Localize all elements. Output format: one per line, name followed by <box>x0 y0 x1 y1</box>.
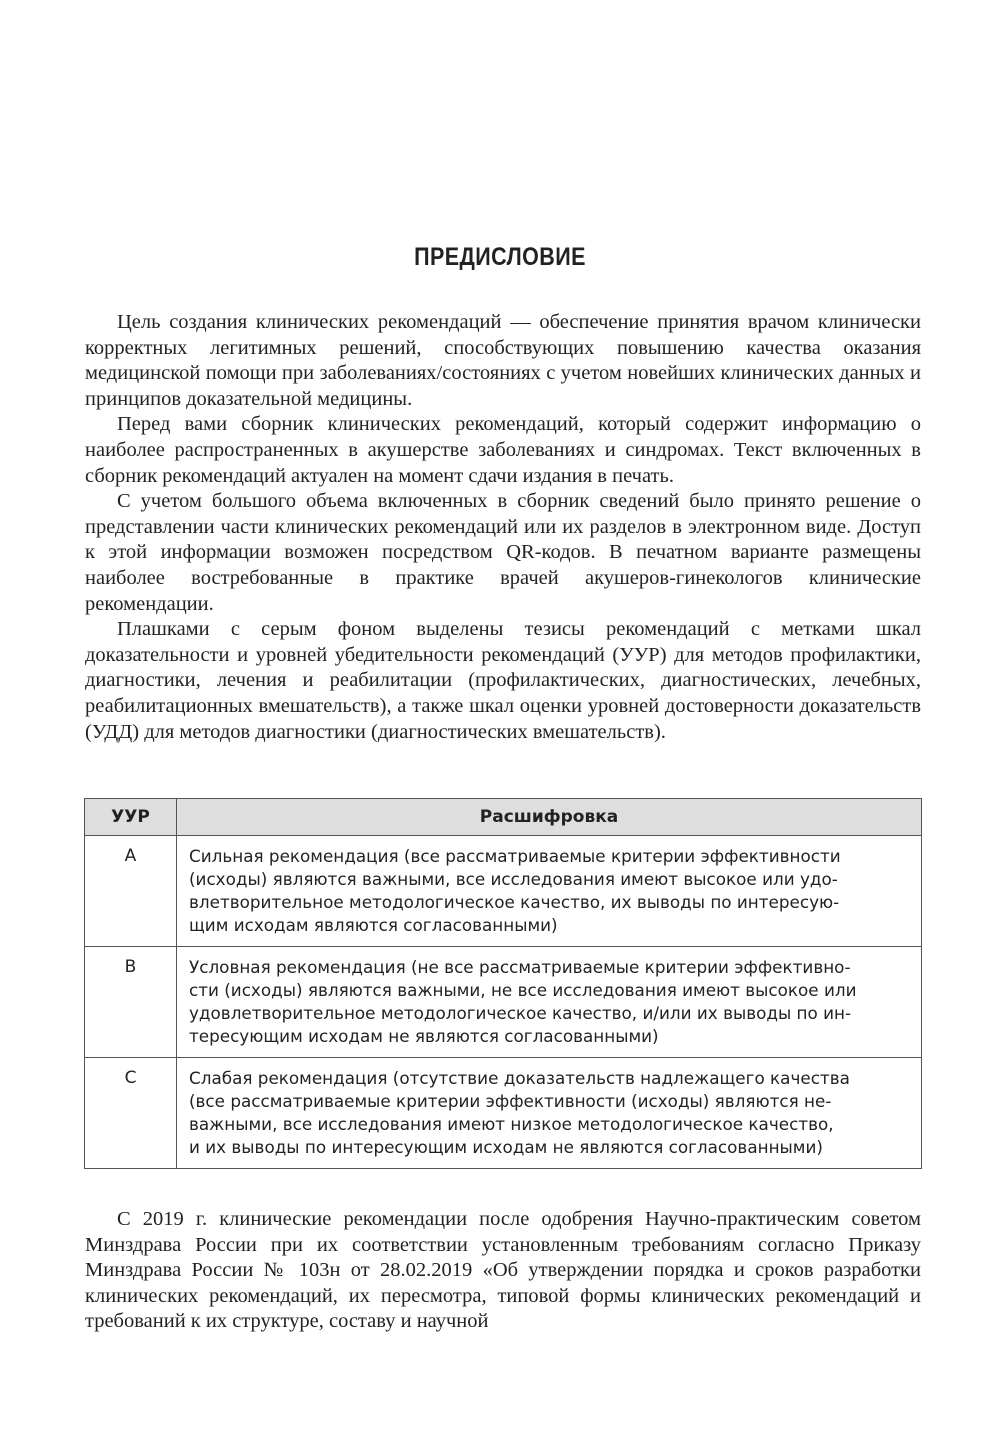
description-line: влетворительное методологическое качество, их выводы по интересую- <box>189 892 840 912</box>
outro-text <box>85 1207 921 1335</box>
paragraph: Цель создания клинических рекомендаций — обеспечение принятия врачом клинически корректных легитимных решений, способствующих повышению качества оказания медицинской помощи при заболеваниях/состояниях с учетом новейших клинических данных и принципов доказательной медицины. <box>85 311 921 410</box>
header-grade: УУР <box>85 799 177 836</box>
grade-cell: C <box>85 1058 177 1169</box>
description-line: важными, все исследования имеют низкое методологическое качество, <box>189 1114 834 1134</box>
description-line: и их выводы по интересующим исходам не являются согласованными) <box>189 1137 823 1157</box>
description-line: щим исходам являются согласованными) <box>189 915 558 935</box>
paragraph: С 2019 г. клинические рекомендации после одобрения Научно-практическим советом Минздрава России при их соответствии установленным требованиям согласно Приказу Минздрава России № 103н от 28.02.2019 «Об утверждении порядка и сроков разработки клинических рекомендаций, их пересмотра, типовой формы клинических рекомендаций и требований к их структуре, составу и научной <box>85 1208 921 1333</box>
grade-cell: A <box>85 836 177 947</box>
description-line: Слабая рекомендация (отсутствие доказательств надлежащего качества <box>189 1068 850 1088</box>
description-cell <box>177 836 922 947</box>
intro-text <box>85 310 921 745</box>
description-cell <box>177 1058 922 1169</box>
header-description: Расшифровка <box>177 799 922 836</box>
paragraph: Плашками с серым фоном выделены тезисы рекомендаций с метками шкал доказательности и уровней убедительности рекомендаций (УУР) для методов профилактики, диагностики, лечения и реабилитации (профилактических, диагностических, лечебных, реабилитационных вмешательств), а также шкал оценки уровней достоверности доказательств (УДД) для методов диагностики (диагностических вмешательств). <box>85 618 921 743</box>
description-line: (исходы) являются важными, все исследования имеют высокое или удо- <box>189 869 838 889</box>
table-row <box>85 1058 922 1169</box>
description-line: удовлетворительное методологическое качество, и/или их выводы по ин- <box>189 1003 852 1023</box>
grade-cell: B <box>85 947 177 1058</box>
uur-table <box>84 798 922 1169</box>
paragraph: Перед вами сборник клинических рекомендаций, который содержит информацию о наиболее распространенных в акушерстве заболеваниях и синдромах. Текст включенных в сборник рекомендаций актуален на момент сдачи издания в печать. <box>85 413 921 487</box>
paragraph: С учетом большого объема включенных в сборник сведений было принято решение о представлении части клинических рекомендаций или их разделов в электронном виде. Доступ к этой информации возможен посредством QR-кодов. В печатном варианте размещены наиболее востребованные в практике врачей акушеров-гинекологов клинические рекомендации. <box>85 490 921 615</box>
description-line: Сильная рекомендация (все рассматриваемые критерии эффективности <box>189 846 841 866</box>
description-line: (все рассматриваемые критерии эффективности (исходы) являются не- <box>189 1091 832 1111</box>
table-header-row <box>85 799 922 836</box>
table-row <box>85 947 922 1058</box>
page-title: ПРЕДИСЛОВИЕ <box>414 243 586 271</box>
description-cell <box>177 947 922 1058</box>
description-line: тересующим исходам не являются согласованными) <box>189 1026 659 1046</box>
table-row <box>85 836 922 947</box>
description-line: сти (исходы) являются важными, не все исследования имеют высокое или <box>189 980 857 1000</box>
description-line: Условная рекомендация (не все рассматриваемые критерии эффективно- <box>189 957 851 977</box>
